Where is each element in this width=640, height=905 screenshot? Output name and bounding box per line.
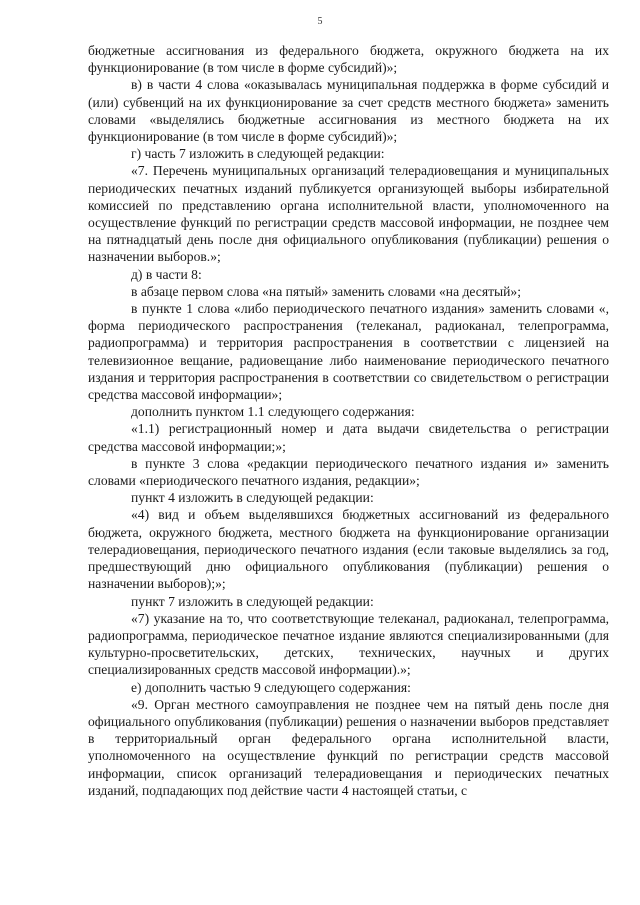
paragraph-item-e: е) дополнить частью 9 следующего содержания: (131, 679, 411, 695)
paragraph-point-4-heading: пункт 4 изложить в следующей редакции: (131, 490, 374, 506)
paragraph-point-1-1-text: «1.1) регистрационный номер и дата выдачи свидетельства о регистрации средства массовой информации;»; (88, 421, 609, 454)
paragraph-point-4-text: «4) вид и объем выделявшихся бюджетных ассигнований из федерального бюджета, окружного бюджета, местного бюджета на функционирование организации телерадиовещания, периодического печатного издания (если таковые выделялись за год, предшествующий дню официального опубликования (публикации) решения о назначении выборов);»; (88, 507, 609, 592)
paragraph-item-d: д) в части 8: (131, 266, 202, 282)
paragraph-point-7-text: «7) указание на то, что соответствующие телеканал, радиоканал, телепрограмма, радиопрограмма, периодическое печатное издание являются специализированными (для культурно-просветительских, детских, технических, научных и других специализированных средств массовой информации).»; (88, 610, 609, 678)
paragraph-add-point-1-1: дополнить пунктом 1.1 следующего содержания: (131, 404, 415, 420)
paragraph-budget-continuation: бюджетные ассигнования из федерального бюджета, окружного бюджета на их функционирование (в том числе в форме субсидий)»; (88, 43, 609, 76)
paragraph-first-paragraph-change: в абзаце первом слова «на пятый» заменить словами «на десятый»; (131, 283, 521, 299)
document-body (88, 42, 609, 799)
page-number: 5 (317, 16, 323, 27)
paragraph-part-7: «7. Перечень муниципальных организаций телерадиовещания и муниципальных периодических печатных изданий публикуется организующей выборы избирательной комиссией по представлению органа исполнительной власти, уполномоченного на осуществление функций по регистрации средств массовой информации, не позднее чем на пятнадцатый день после дня официального опубликования (публикации) решения о назначении выборов.»; (88, 163, 609, 265)
paragraph-part-9-text: «9. Орган местного самоуправления не позднее чем на пятый день после дня официального опубликования (публикации) решения о назначении выборов представляет в территориальный орган федерального органа исполнительной власти, уполномоченного на осуществление функций по регистрации средств массовой информации, список организаций телерадиовещания и периодических печатных изданий, подпадающих под действие части 4 настоящей статьи, с (88, 696, 609, 798)
paragraph-item-g: г) часть 7 изложить в следующей редакции: (131, 146, 385, 162)
paragraph-point-7-heading: пункт 7 изложить в следующей редакции: (131, 593, 374, 609)
paragraph-point-1-change: в пункте 1 слова «либо периодического печатного издания» заменить словами «, форма периодического распространения (телеканал, радиоканал, телепрограмма, радиопрограмма) и территория распространения в соответствии с лицензией на телевизионное вещание, радиовещание либо наименование периодического печатного издания и территория распространения в соответствии со свидетельством о регистрации средства массовой информации»; (88, 301, 609, 403)
paragraph-item-v: в) в части 4 слова «оказывалась муниципальная поддержка в форме субсидий и (или) субвенций на их функционирование за счет средств местного бюджета» заменить словами «выделялись бюджетные ассигнования из местного бюджета на их функционирование (в том числе в форме субсидий)»; (88, 77, 609, 145)
paragraph-point-3-change: в пункте 3 слова «редакции периодического печатного издания и» заменить словами «периодического печатного издания, редакции»; (88, 455, 609, 489)
